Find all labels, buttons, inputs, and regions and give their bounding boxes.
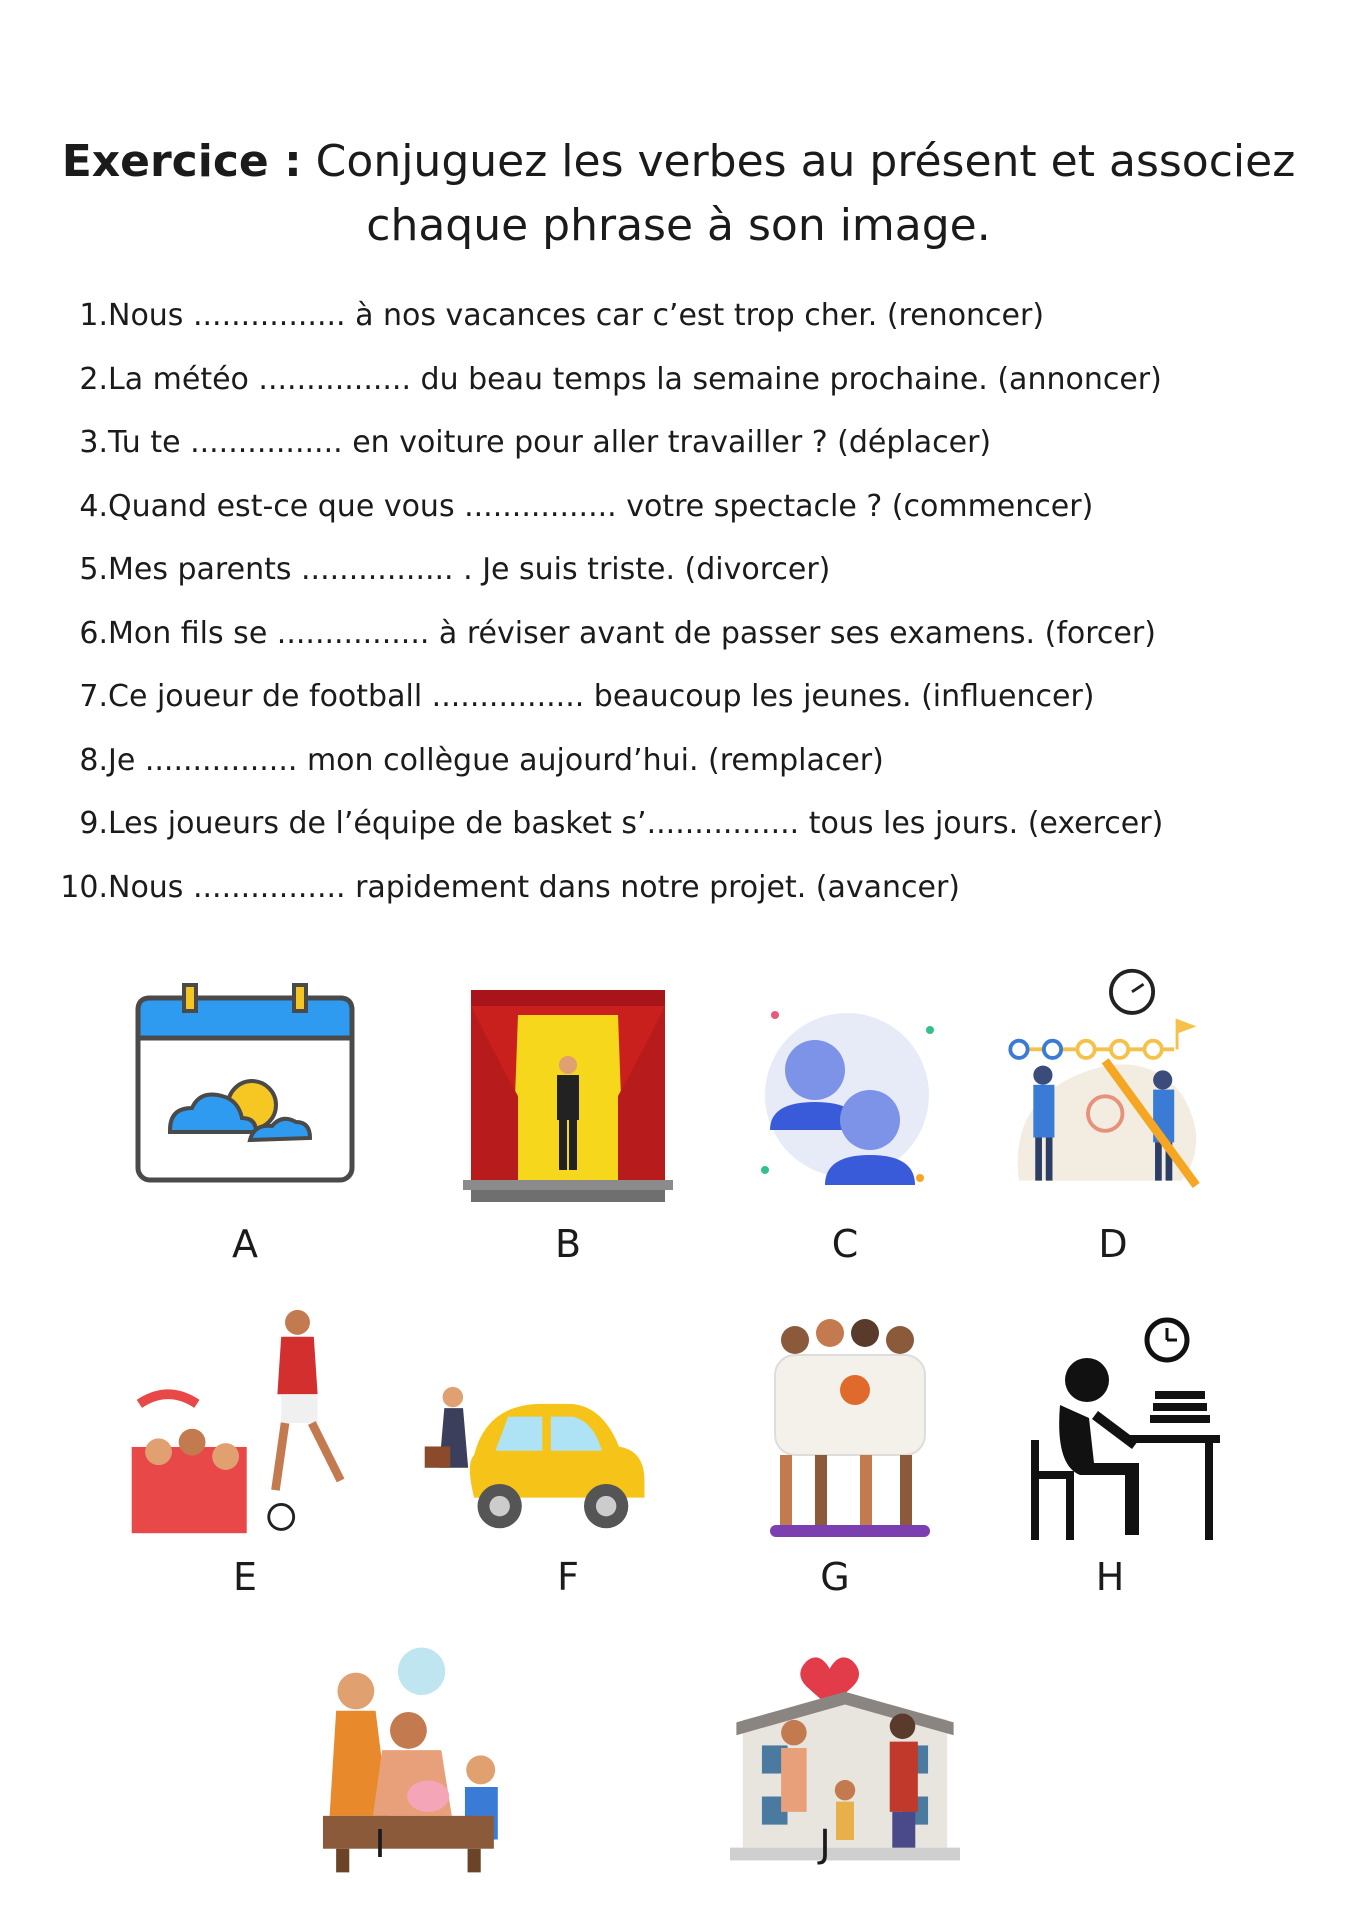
item-text: Les joueurs de l’équipe de basket s’................ tous les jours. (exercer) xyxy=(108,806,1164,841)
item-text: Mes parents ................ . Je suis triste. (divorcer) xyxy=(108,552,831,587)
theater-stage-icon xyxy=(453,980,683,1210)
item-text: Nous ................ rapidement dans notre projet. (avancer) xyxy=(108,869,961,905)
list-item xyxy=(0,614,1300,678)
list-item xyxy=(0,868,1300,932)
list-item xyxy=(0,296,1300,360)
item-number: 5. xyxy=(79,552,108,587)
item-text: Ce joueur de football ................ beaucoup les jeunes. (influencer) xyxy=(108,679,1095,714)
image-letter-f: F xyxy=(557,1555,579,1599)
item-number: 3. xyxy=(79,425,108,460)
title-bold: Exercice : xyxy=(61,136,302,187)
image-letter-d: D xyxy=(1098,1222,1128,1266)
list-item xyxy=(0,423,1300,487)
image-letter-h: H xyxy=(1095,1555,1125,1599)
image-letter-e: E xyxy=(232,1555,257,1599)
item-number: 4. xyxy=(79,488,108,524)
item-number: 10. xyxy=(60,869,108,905)
list-item xyxy=(0,804,1300,868)
exercise-title xyxy=(60,130,1297,258)
list-item xyxy=(0,487,1300,551)
weather-calendar-icon xyxy=(130,980,360,1210)
item-text: Tu te ................ en voiture pour aller travailler ? (déplacer) xyxy=(108,425,992,460)
item-number: 9. xyxy=(79,806,108,841)
student-studying-icon xyxy=(1010,1315,1240,1545)
project-progress-icon xyxy=(995,965,1225,1195)
item-text: Je ................ mon collègue aujourd’hui. (remplacer) xyxy=(108,742,884,778)
item-text: Mon fils se ................ à réviser avant de passer ses examens. (forcer) xyxy=(108,615,1156,651)
item-number: 2. xyxy=(79,361,108,397)
image-letter-j: J xyxy=(819,1822,831,1866)
item-text: La météo ................ du beau temps la semaine prochaine. (annoncer) xyxy=(108,361,1162,397)
image-letter-a: A xyxy=(232,1222,258,1266)
list-item xyxy=(0,360,1300,424)
football-fans-icon xyxy=(125,1308,355,1538)
basketball-team-icon xyxy=(735,1315,965,1545)
item-number: 8. xyxy=(79,742,108,778)
item-number: 7. xyxy=(79,679,108,714)
image-letter-b: B xyxy=(554,1222,582,1266)
item-text: Quand est-ce que vous ................ votre spectacle ? (commencer) xyxy=(108,488,1094,524)
item-number: 1. xyxy=(79,298,108,333)
image-letter-c: C xyxy=(831,1222,859,1266)
list-item xyxy=(0,550,1300,614)
title-line-1: Conjuguez les verbes au présent et associez xyxy=(315,136,1296,187)
item-text: Nous ................ à nos vacances car c’est trop cher. (renoncer) xyxy=(108,298,1045,333)
title-line-2: chaque phrase à son image. xyxy=(366,200,991,251)
image-letter-g: G xyxy=(820,1555,850,1599)
list-item xyxy=(0,677,1300,741)
sentence-list xyxy=(0,296,1300,931)
item-number: 6. xyxy=(79,615,108,651)
replace-colleague-icon xyxy=(730,980,960,1210)
image-letter-i: I xyxy=(374,1822,386,1866)
list-item xyxy=(0,741,1300,805)
car-commute-icon xyxy=(423,1340,653,1570)
